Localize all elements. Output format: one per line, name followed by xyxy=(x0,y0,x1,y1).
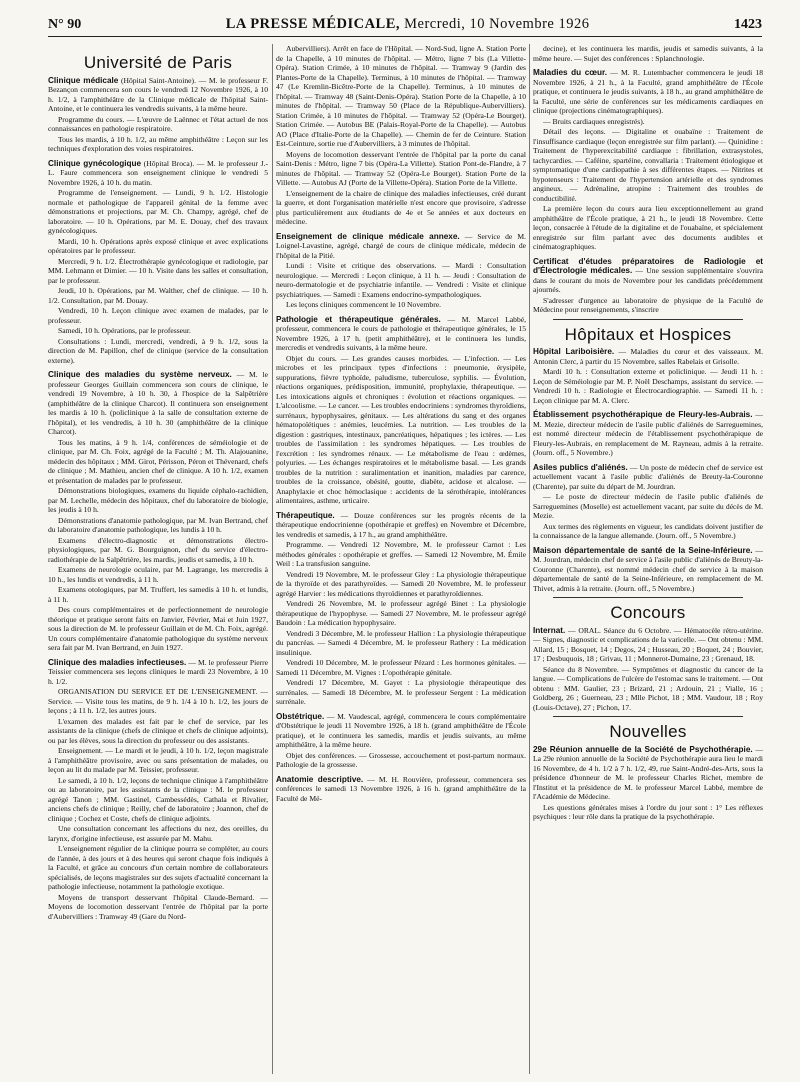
article-heading: Clinique gynécologique xyxy=(48,158,142,168)
article-text: L'enseignement régulier de la clinique pourra se compléter, au cours de l'année, à des jours et à des heures qui seront chaque fois indiqués à la Faculté, et grâce au concours d'un certain nombre de collaborateurs spécialisés, de leçons magistrales sur des sujets d'actualité concernant la pathologie infectieuse, notamment la pathologie exotique. xyxy=(48,844,268,891)
article-heading: Thérapeutique. xyxy=(276,510,335,520)
article-paragraph-with-heading xyxy=(48,658,268,687)
article-paragraph xyxy=(48,326,268,336)
article-paragraph xyxy=(533,803,763,822)
article-text: Examens de neurologie oculaire, par M. Lagrange, les mercredis à 10 h., les lundis et vendredis, à 11 h. xyxy=(48,565,268,584)
article-paragraph-with-heading xyxy=(276,511,526,540)
article-text: — Le poste de directeur médecin de l'asile public d'aliénés de Sarreguemines (Moselle) est actuellement vacant, par suite du décès de M. Mezie. xyxy=(533,492,763,520)
article-heading: Anatomie descriptive. xyxy=(276,774,364,784)
article-text: — ORAL. Séance du 6 Octobre. — Hématocèle rétro-utérine. — Signes, diagnostic et complications de la varicelle. — Ont obtenu : MM. Allard, 15 ; Bosquet, 14 ; Degos, 24 ; Husseau, 20 ; Boquet, 24 ; Bouvier, 17 ; Desbuquois, 18 ; Grivau, 11 ; Monnerot-Dumaine, 23 ; Grenaud, 18. xyxy=(533,625,763,663)
article-text: Lundi : Visite et critique des observations. — Mardi : Consultation neurologique. — Mercredi : Leçon clinique, à 11 h. — Jeudi : Consultation de neuro-dermatologie et de psychiatrie infantile. — Vendredi : Visite et clinique psychiatriques. — Samedi : Examens endocrino-sympathologiques. xyxy=(276,261,526,299)
article-text: — M. le professeur Pierre Teissier commencera ses leçons cliniques le mardi 23 Novembre, à 10 h. 1/2. xyxy=(48,657,268,686)
article-text: — M. H. Rouvière, professeur, commencera ses conférences le samedi 13 Novembre 1926, à 16 h. (grand amphithéâtre de la Faculté de Mé- xyxy=(276,774,526,803)
column-3-top xyxy=(533,44,763,315)
article-paragraph xyxy=(48,306,268,325)
article-text: Examens d'électro-diagnostic et démonstrations électro-physiologiques, par M. G. Bourguignon, chef du service d'électro-radiothérapie de la Salpêtrière, les mardis, jeudis et samedis, à 10 h. xyxy=(48,535,268,564)
article-paragraph xyxy=(276,261,526,299)
article-text: Samedi, 10 h. Opérations, par le professeur. xyxy=(58,326,191,335)
section-title-concours: Concours xyxy=(610,603,686,622)
article-paragraph xyxy=(48,605,268,653)
article-text: Moyens de locomotion desservant l'entrée de l'hôpital par la porte du canal Saint-Denis : Métro, ligne 7 bis (Opéra-La Villette). Station Pont-de-Flandre, à 7 minutes de l'hôpital. — Tramway 52 (Opéra-Le Bourget). Station Porte de la Villette. — Autobus AJ (Porte de la Villette-Opéra). Station Porte de la Villette. xyxy=(276,149,526,187)
column-3 xyxy=(533,44,763,1074)
article-text: Moyens de transport desservant l'hôpital Claude-Bernard. — Moyens de locomotion desservant l'entrée de l'hôpital par la porte d'Aubervilliers : Tramway 49 (Gare du Nord- xyxy=(48,892,268,921)
article-paragraph xyxy=(276,354,526,506)
article-paragraph xyxy=(48,486,268,515)
article-text: Vendredi, 10 h. Leçon clinique avec examen de malades, par le professeur. xyxy=(48,306,268,325)
article-heading: Asiles publics d'aliénés. xyxy=(533,462,628,472)
article-text: Démonstrations biologiques, examens du liquide céphalo-rachidien, par M. Lechelle, médecin des hôpitaux, chef du laboratoire de biologie, les jeudis à 10 h. xyxy=(48,486,268,514)
article-text: — M. R. Lutembacher commencera le jeudi 18 Novembre 1926, à 21 h., à la Faculté, grand amphithéâtre de l'École pratique, et continuera le jeudis suivants, à 18 h., au grand amphithéâtre de la Faculté, une série de conférences sur les médicaments cardiaques en clinique (projections cinématographiques). xyxy=(533,68,763,115)
article-paragraph-with-heading xyxy=(276,712,526,750)
article-paragraph xyxy=(48,188,268,236)
journal-name: LA PRESSE MÉDICALE, xyxy=(225,16,401,32)
section-title-hopitaux: Hôpitaux et Hospices xyxy=(564,324,732,344)
article-text: — Douze conférences sur les progrès récents de la thérapeutique endocrinienne (opothérapie et greffes) en Novembre et Décembre, les vendredis et samedis, à 17 h., au grand amphithéâtre. xyxy=(276,510,526,539)
article-paragraph xyxy=(533,204,763,252)
article-heading: Pathologie et thérapeutique générales. xyxy=(276,314,441,324)
article-heading: Clinique des maladies du système nerveux. xyxy=(48,370,232,379)
article-paragraph xyxy=(276,300,526,310)
article-text: — La 29e réunion annuelle de la Société de Psychothérapie aura lieu le mardi 16 Novembre, de 4 h. 1/2 à 7 h. 1/2, 49, rue Saint-André-des-Arts, sous la présidence d'honneur de M. le professeur Charles Richet, membre de l'Institut et la présidence de M. le professeur Marcel Labbé, membre de l'Académie de Médecine. xyxy=(533,744,763,801)
page-header xyxy=(48,16,762,37)
article-text: La première leçon du cours aura lieu exceptionnellement au grand amphithéâtre de l'École pratique, à 21 h., le jeudi 18 Novembre. Cette leçon, consacrée à l'étude de la digitaline et de l'ouabaïne, et spécialement enregistrée sur film parlant avec des documents audibles et cinématographiques. xyxy=(533,204,763,251)
journal-title xyxy=(226,16,590,33)
article-text: Programme du cours. — L'œuvre de Laënnec et l'état actuel de nos connaissances en pathologie respiratoire. xyxy=(48,114,268,133)
article-paragraph xyxy=(48,516,268,535)
article-paragraph-with-heading xyxy=(276,232,526,261)
article-text: Vendredi 10 Décembre, M. le professeur Pézard : Les hormones génitales. — Samedi 11 Décembre, M. Vignes : L'opothérapie génitale. xyxy=(276,658,526,677)
article-paragraph xyxy=(533,296,763,315)
article-text: Tous les mardis, à 10 h. 1/2, au même amphithéâtre : Leçon sur les techniques d'exploration des voies respiratoires. xyxy=(48,134,268,153)
article-paragraph xyxy=(533,492,763,521)
concours-body xyxy=(533,626,763,713)
article-paragraph xyxy=(48,824,268,843)
article-paragraph xyxy=(276,629,526,658)
article-paragraph xyxy=(48,585,268,604)
article-paragraph-with-heading xyxy=(48,159,268,188)
column-1 xyxy=(48,44,268,1074)
article-text: — M. Jourdran, médecin chef de service à l'asile public d'aliénés de Breuty-la-Couronne (Charente), est nommé médecin chef de service à la maison départementale de santé de la Seine-Inférieure, en remplacement de M. Thivet, admis à la retraite. (Journ. off., 5 Novembre.) xyxy=(533,545,763,593)
article-paragraph xyxy=(276,658,526,677)
article-text: — M. Marcel Labbé, professeur, commencera le cours de pathologie et thérapeutique générales, le 15 Novembre 1926, à 17 h. (petit amphithéâtre), et le continuera les lundis, mercredis et vendredis suivants, à la même heure. xyxy=(276,314,526,352)
article-text: Une consultation concernant les affections du nez, des oreilles, du larynx, d'origine infectieuse, est assurée par M. Mahu. xyxy=(48,824,268,843)
article-heading: Clinique médicale xyxy=(48,75,119,85)
article-heading: Clinique des maladies infectieuses. xyxy=(48,657,187,667)
article-paragraph-with-heading xyxy=(533,745,763,802)
article-paragraph xyxy=(276,678,526,707)
article-heading: Maison départementale de santé de la Seine-Inférieure. xyxy=(533,545,753,555)
column-divider xyxy=(529,44,530,1074)
article-paragraph xyxy=(48,337,268,366)
article-text: Enseignement. — Le mardi et le jeudi, à 10 h. 1/2, leçon magistrale à l'amphithéâtre provisoire, avec ou sans présentation de malades, ou leçon au lit du malade par M. Teissier, professeur. xyxy=(48,746,268,774)
article-paragraph xyxy=(533,117,763,127)
article-heading: Internat. xyxy=(533,625,566,635)
article-paragraph-with-heading xyxy=(533,626,763,664)
article-paragraph xyxy=(276,540,526,569)
article-text: Mardi 10 h. : Consultation externe et policlinique. — Jeudi 11 h. : Leçon de Séméiologie par M. P. Noël Deschamps, assistant du service. — Vendredi 10 h. : Radiologie et Électrocardiographie. — Samedi 11 h. : Leçon clinique par M. A. Clerc. xyxy=(533,367,763,405)
hospitals-body xyxy=(533,347,763,593)
article-heading: Établissement psychothérapique de Fleury-les-Aubrais. xyxy=(533,410,753,419)
column-2-body xyxy=(276,44,526,803)
article-text: ORGANISATION DU SERVICE ET DE L'ENSEIGNEMENT. — Service. — Visite tous les matins, de 9 h. 1/4 à 10 h. 1/2, les jours de leçons ; à 11 h. 1/2, les autres jours. xyxy=(48,687,268,715)
article-paragraph-with-heading xyxy=(533,257,763,295)
article-paragraph xyxy=(276,599,526,628)
article-text: Des cours complémentaires et de perfectionnement de neurologie théorique et pratique seront faits en Janvier, Février, Mai et Juin 1927, sous la direction de M. le professeur Guillain et de M. Ch. Foix, agrégé. Un cours complémentaire d'anatomie pathologique du système nerveux sera fait par M. Ivan Bertrand, en Juin 1927. xyxy=(48,605,268,652)
article-text: Objet du cours. — Les grandes causes morbides. — L'infection. — Les microbes et les principaux types d'infections : pneumonie, érysipèle, suppurations, fièvre typhoïde, paludisme, tuberculose, syphilis. — Évolution, réactions organiques, prédisposition, immunité, prophylaxie, thérapeutique. — Les intoxications aiguës et chroniques : évolution et réactions organiques. — L'alcoolisme. — Le cancer. — Les troubles endocriniens : syndromes thyroïdiens, surrénaux, hypophysaires, génitaux. — Les altérations du sang et des organes hématopoïétiques : anémies, leucémies. La nutrition. — Les troubles de la digestion : gastriques, intestinaux, pancréatiques, hépatiques ; les ictères. — Les troubles de l'assimilation : les syndromes hépatiques. — Les troubles de l'excrétion : les syndromes rénaux. — Le métabolisme de l'eau : œdèmes, polyuries. — Les échanges respiratoires et le métabolisme basal. — Les grands troubles de la nutrition : suralimentation et inanition, maladies par carence, troubles de la croissance, obésité, goutte, diabète, acidose et alcalose. — Anaphylaxie et choc hémoclasique : accidents de la sérothérapie, intolérances alimentaires, asthme, urticaire. xyxy=(276,353,526,505)
article-paragraph xyxy=(276,570,526,599)
column-1-body xyxy=(48,76,268,922)
article-paragraph xyxy=(276,189,526,227)
article-paragraph-with-heading xyxy=(533,347,763,366)
article-paragraph xyxy=(48,135,268,154)
article-text: decine), et les continuera les mardis, jeudis et samedis suivants, à la même heure. — Sujet des conférences : Splanchnologie. xyxy=(533,44,763,63)
article-paragraph xyxy=(48,776,268,824)
article-text: Aubervilliers). Arrêt en face de l'Hôpital. — Nord-Sud, ligne A. Station Porte de la Chapelle, à 10 minutes de l'hôpital. — Métro, ligne 7 bis (La Villette-Opéra). Station Crimée, à 10 minutes de l'hôpital. — Tramway 9 (Jardin des Plantes-Porte de la Chapelle). Terminus, à 10 minutes de l'hôpital. — Tramway 47 (Le Kremlin-Bicêtre-Porte de la Chapelle). Terminus, à 10 minutes de l'hôpital. — Tramway 48 (Saint-Denis-Opéra). Station Porte de la Chapelle, à 10 minutes de l'hôpital. — Tramway 50 (Place de la République-Aubervilliers). Station Crimée, à 10 minutes de l'hôpital. — Tramway 52 (Opéra-Le Bourget). Station Crimée. — Autobus BE (Palais-Royal-Porte de la Chapelle). — Autobus AO (Place d'Italie-Porte de la Chapelle). — Chemin de fer de Ceinture. Station Est-Ceinture, sortie rue d'Aubervilliers, à 3 minutes de l'hôpital. xyxy=(276,44,526,148)
article-paragraph xyxy=(48,844,268,892)
article-paragraph xyxy=(276,150,526,188)
article-heading: Obstétrique. xyxy=(276,711,325,721)
nouvelles-body xyxy=(533,745,763,822)
article-text: Les questions générales mises à l'ordre du jour sont : 1° Les réflexes psychiques : leur rôle dans la pratique de la psychothérapie. xyxy=(533,802,763,821)
article-text: (Hôpital Broca). — M. le professeur J.-L. Faure commencera son enseignement clinique le vendredi 5 Novembre 1926, à 10 h. du matin. xyxy=(48,158,268,187)
article-text: Consultations : Lundi, mercredi, vendredi, à 9 h. 1/2, sous la direction de M. Papillon, chef de clinique (service de la consultation externe). xyxy=(48,336,268,365)
article-paragraph-with-heading xyxy=(533,410,763,458)
article-paragraph xyxy=(48,565,268,584)
article-paragraph xyxy=(48,746,268,775)
article-paragraph xyxy=(276,751,526,770)
page-number: 1423 xyxy=(734,17,762,32)
article-text: Vendredi 3 Décembre, M. le professeur Hallion : La physiologie thérapeutique du pancréas. — Samedi 4 Décembre, M. le professeur Rathery : La médication insulinique. xyxy=(276,628,526,657)
article-text: Jeudi, 10 h. Opérations, par M. Walther, chef de clinique. — 10 h. 1/2. Consultation, par M. Douay. xyxy=(48,286,268,305)
article-text: Démonstrations d'anatomie pathologique, par M. Ivan Bertrand, chef du laboratoire d'anatomie pathologique, les lundis à 10 h. xyxy=(48,515,268,534)
article-text: — Une session supplémentaire s'ouvrira dans le courant du mois de Novembre pour les candidats précédemment ajournés. xyxy=(533,266,763,294)
article-text: Tous les matins, à 9 h. 1/4, conférences de séméiologie et de clinique, par M. Ch. Foix, agrégé de la Faculté ; M. Th. Alajouanine, médecin des hôpitaux ; MM. Girot, Périsson, Péron et Thévenard, chefs de clinique ; M. Mathieu, ancien chef de clinique. A 10 h. 1/2, examen et présentation de malades par le professeur. xyxy=(48,437,268,485)
article-text: — Un poste de médecin chef de service est actuellement vacant à l'asile public d'aliénés de Breuty-la-Couronne (Charente), par suite du départ de M. Jourdran. xyxy=(533,462,763,491)
article-text: Programme. — Vendredi 12 Novembre, M. le professeur Carnot : Les méthodes générales : opothérapie et greffes. — Samedi 12 Novembre, M. Émile Weil : La transfusion sanguine. xyxy=(276,540,526,568)
column-2 xyxy=(276,44,526,1074)
article-paragraph xyxy=(533,44,763,63)
article-paragraph xyxy=(533,127,763,203)
article-paragraph xyxy=(48,237,268,256)
article-text: — Bruits cardiaques enregistrés). xyxy=(543,116,645,126)
article-paragraph xyxy=(48,687,268,716)
article-text: — M. le professeur Georges Guillain commencera son cours de clinique, le vendredi 19 Novembre, à 10 h. 30, à l'hospice de la Salpêtrière (amphithéâtre de la clinique Charcot). Il continuera son enseignement les mardis à 10 h. (policlinique à la salle de consultation externe de l'hôpital), et les vendredis, à 10 h. 30 (amphithéâtre de la clinique Charcot). xyxy=(48,370,268,436)
section-title-universite: Université de Paris xyxy=(83,53,233,72)
article-paragraph-with-heading xyxy=(276,315,526,353)
article-heading: Maladies du cœur. xyxy=(533,68,608,77)
article-paragraph-with-heading xyxy=(276,775,526,804)
article-text: Séance du 8 Novembre. — Symptômes et diagnostic du cancer de la langue. — Complications de l'ulcère de l'estomac sans le traitement. — Ont obtenu : MM. Gaulier, 23 ; Brizard, 21 ; Ardouin, 21 ; Vialle, 16 ; Goldberg, 26 ; Guerneau, 23 ; Mlle Pichot, 18 ; MM. Vaudour, 18 ; Roy (Louis-Octave), 27 ; Pichon, 17. xyxy=(533,664,763,712)
article-text: Mercredi, 9 h. 1/2. Électrothérapie gynécologique et radiologie, par MM. Lehmann et Dimier. — 10 h. Visite dans les salles et consultation, par le professeur. xyxy=(48,256,268,285)
article-text: — Maladies du cœur et des vaisseaux. M. Antonin Clerc, à partir du 15 Novembre, salles Rabelais et Grisolle. xyxy=(533,347,763,366)
column-divider xyxy=(272,44,273,1074)
article-text: L'examen des malades est fait par le chef de service, par les assistants de la clinique (chefs de clinique et chefs de clinique adjoints), ou par les élèves, sous la direction du professeur ou des assistants. xyxy=(48,716,268,745)
article-heading: Enseignement de clinique médicale annexe. xyxy=(276,231,460,241)
article-text: Examens otologiques, par M. Truffert, les samedis à 10 h. et lundis, à 11 h. xyxy=(48,585,268,604)
section-rule xyxy=(553,716,743,717)
article-text: Objet des conférences. — Grossesse, accouchement et post-partum normaux. Pathologie de la grossesse. xyxy=(276,750,526,769)
article-paragraph-with-heading xyxy=(533,463,763,492)
article-text: — M. Vaudescal, agrégé, commencera le cours complémentaire d'Obstétrique le jeudi 11 Novembre 1926, à 18 h. (grand amphithéâtre de l'École pratique), et le continuera les samedis, mardis et jeudis suivants, au même amphithéâtre, à la même heure. xyxy=(276,711,526,749)
article-text: Programme de l'enseignement. — Lundi, 9 h. 1/2. Histologie normale et pathologique de l'appareil génital de la femme avec démonstrations et projections, par M. Ch. Champy, agrégé, chef de laboratoire. — 10 h. Opérations, par M. E. Douay, chef des travaux gynécologiques. xyxy=(48,188,268,235)
article-paragraph xyxy=(48,438,268,486)
article-paragraph-with-heading xyxy=(533,68,763,116)
article-paragraph xyxy=(48,717,268,746)
article-text: Les leçons cliniques commencent le 10 Novembre. xyxy=(286,300,441,309)
article-paragraph xyxy=(48,536,268,565)
article-text: Le samedi, à 10 h. 1/2, leçons de technique clinique à l'amphithéâtre ou au laboratoire, par les assistants de la clinique : M. le professeur agrégé Tanon ; MM. Gastinel, Cambessédès, Cathala et Rivalier, anciens chefs de clinique ; Reilly, chef de laboratoire ; Joannon, chef de clinique ; Cochez et Coste, chefs de clinique adjoints. xyxy=(48,775,268,823)
section-rule xyxy=(553,319,743,320)
article-paragraph-with-heading xyxy=(48,370,268,437)
article-text: Vendredi 19 Novembre, M. le professeur Gley : La physiologie thérapeutique de la thyroïde et des parathyroïdes. — Samedi 20 Novembre, M. le professeur agrégé Harvier : les médications thyroïdiennes et parathyroïdiennes. xyxy=(276,569,526,598)
article-paragraph xyxy=(48,893,268,922)
article-paragraph-with-heading xyxy=(48,76,268,114)
issue-number: N° 90 xyxy=(48,17,82,32)
article-heading: 29e Réunion annuelle de la Société de Psychothérapie. xyxy=(533,744,753,754)
article-text: Mardi, 10 h. Opérations après exposé clinique et avec explications opératoires par le professeur. xyxy=(48,236,268,255)
article-text: Détail des leçons. — Digitaline et ouabaïne : Traitement de l'insuffisance cardiaque (leçon enregistrée sur film parlant). — Quinidine : Traitement de l'hyperexcitabilité cardiaque : fibrillation, extrasystoles, tachycardies. — Caféine, spartéine, convallaria : Traitement étiologique et symptomatique d'une cardiopathie à ses différentes étapes. — Nitrites et hypotenseurs : Traitement de l'hypertension artérielle et des syndromes angineux. — Adrénaline, atropine : Traitement des troubles de conductibilité. xyxy=(533,127,763,203)
issue-date: Mercredi, 10 Novembre 1926 xyxy=(404,16,590,32)
article-text: Aux termes des règlements en vigueur, les candidats doivent justifier de la connaissance de la langue allemande. (Journ. off., 5 Novembre.) xyxy=(533,521,763,540)
article-heading: Hôpital Lariboisière. xyxy=(533,347,615,356)
article-paragraph-with-heading xyxy=(533,546,763,594)
section-rule xyxy=(553,597,743,598)
article-text: L'enseignement de la chaire de clinique des maladies infectieuses, créé durant la guerre, et dont l'organisation matérielle n'est encore que provisoire, s'adresse plus particulièrement aux étudiants de 4e et 5e années et aux docteurs en médecine. xyxy=(276,188,526,226)
article-paragraph xyxy=(276,44,526,149)
article-text: — Service de M. Loignel-Lavastine, agrégé, chargé de cours de clinique médicale, médecin de l'hôpital de la Pitié. xyxy=(276,231,526,260)
article-paragraph xyxy=(48,115,268,134)
article-text: Vendredi 26 Novembre, M. le professeur agrégé Binet : La physiologie thérapeutique de l'hypophyse. — Samedi 27 Novembre, M. le professeur agrégé Baudoin : La médication hypophysaire. xyxy=(276,599,526,627)
article-text: S'adresser d'urgence au laboratoire de physique de la Faculté de Médecine pour renseignements, s'inscrire xyxy=(533,295,763,314)
article-paragraph xyxy=(533,367,763,405)
article-paragraph xyxy=(48,286,268,305)
article-paragraph xyxy=(533,665,763,713)
article-text: (Hôpital Saint-Antoine). — M. le professeur F. Bezançon commencera son cours le vendredi 12 Novembre 1926, à 10 h. 1/2, à l'amphithéâtre de la Clinique médicale de l'hôpital Saint-Antoine, et le continuera les vendredis suivants, à la même heure. xyxy=(48,75,268,113)
article-heading: Certificat d'études préparatoires de Radiologie et d'Électrologie médicales. xyxy=(533,256,763,275)
article-paragraph xyxy=(533,522,763,541)
article-paragraph xyxy=(48,257,268,286)
section-title-nouvelles: Nouvelles xyxy=(609,722,687,741)
article-text: Vendredi 17 Décembre, M. Gayet : La physiologie thérapeutique des surrénales. — Samedi 18 Décembre, M. le professeur Sergent : La médication surrénale. xyxy=(276,678,526,706)
article-text: — M. Mezie, directeur médecin de l'asile public d'aliénés de Sarreguemines, est nommé directeur médecin de l'établissement psychothérapique de Fleury-les-Aubrais, en remplacement de M. Rayneau, admis à la retraite. (Journ. off., 5 Novembre.) xyxy=(533,410,763,457)
